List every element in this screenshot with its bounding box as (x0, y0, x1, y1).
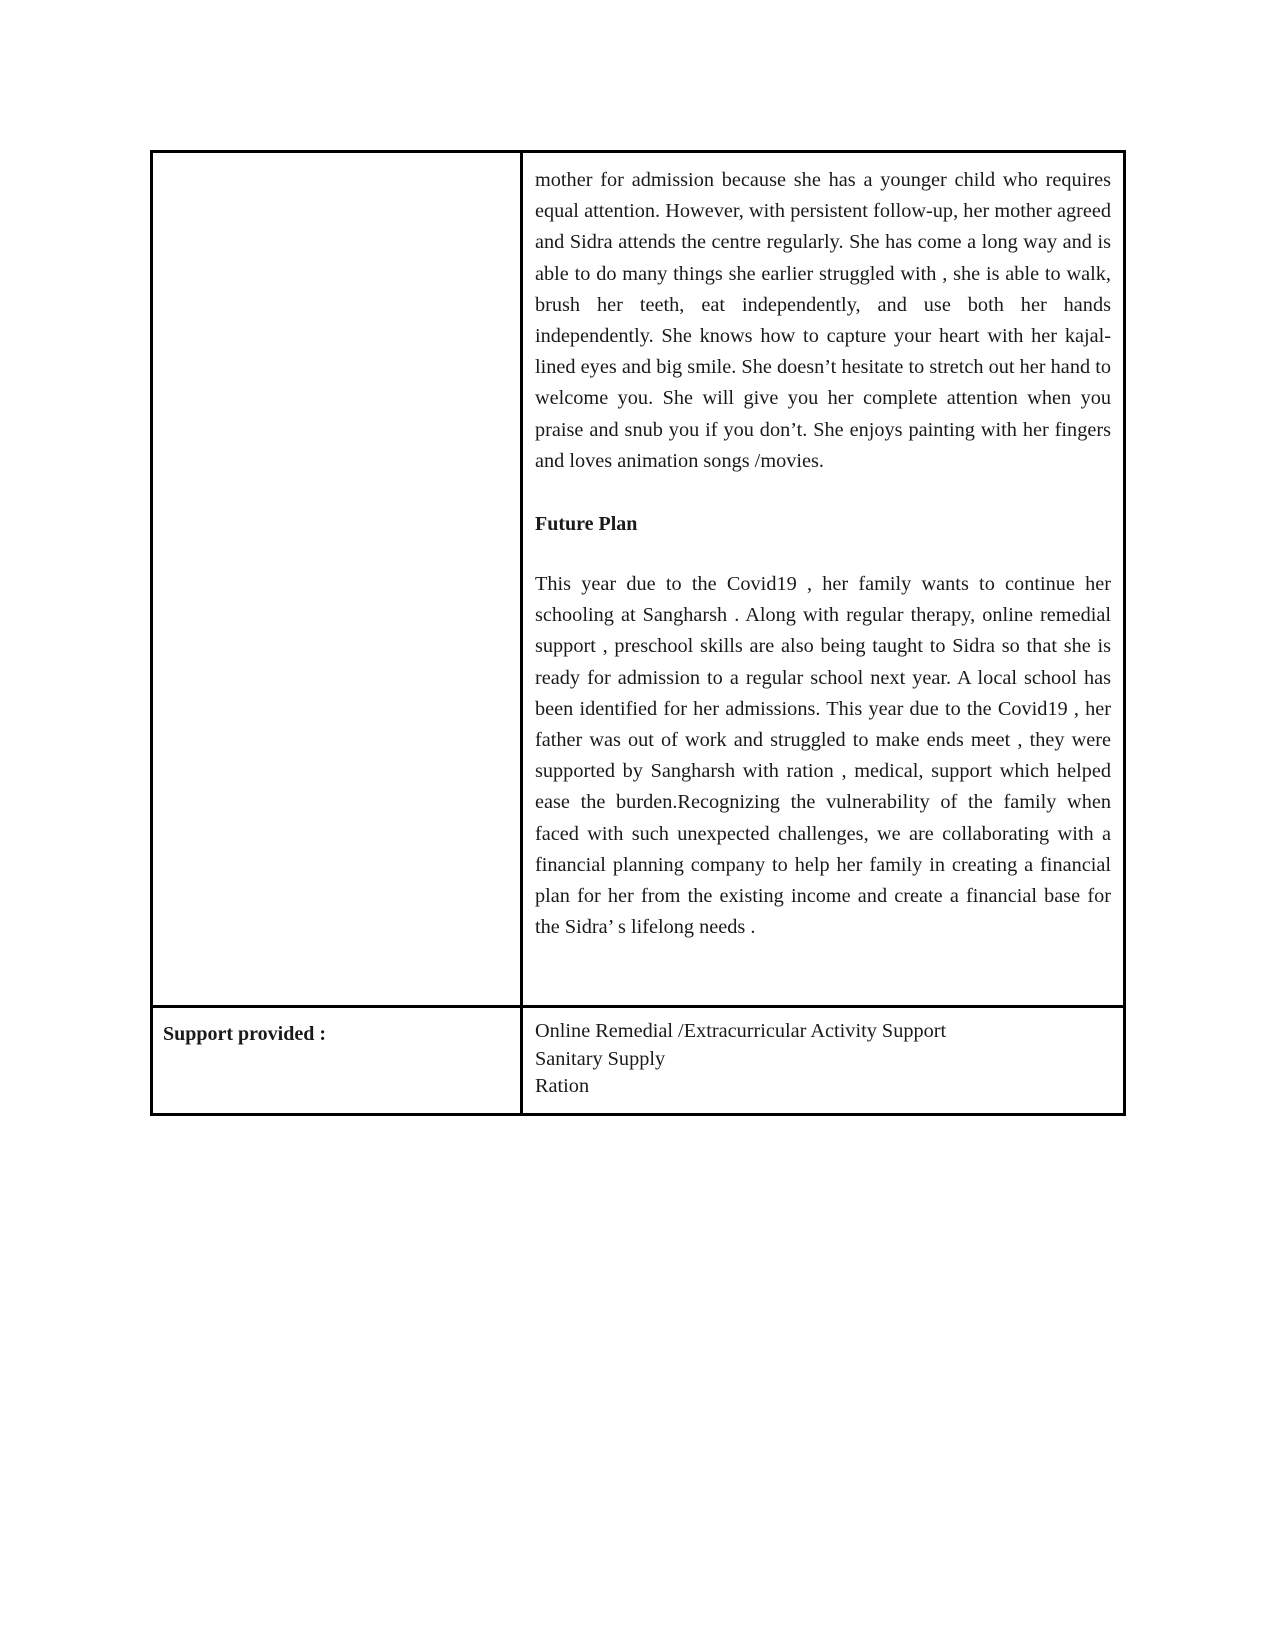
empty-label-cell (152, 152, 522, 1007)
story-cell (522, 152, 1125, 1007)
support-item: Ration (535, 1075, 590, 1097)
support-label: Support provided : (163, 1023, 327, 1045)
support-item: Sanitary Supply (535, 1047, 666, 1070)
profile-table (150, 150, 1126, 1116)
future-plan-paragraph: This year due to the Covid19 , her family wants to continue her schooling at Sangharsh . Along with regular therapy, online remedial support , preschool skills are also being taught to Sidra so that she is ready for admission to a regular school next year. A local school has been identified for her admissions. This year due to the Covid19 , her father was out of work and struggled to make ends meet , they were supported by Sangharsh with ration , medical, support which helped ease the burden.Recognizing the vulnerability of the family when faced with such unexpected challenges, we are collaborating with a financial planning company to help her family in creating a financial plan for her from the existing income and create a financial base for the Sidra’ s lifelong needs . (535, 573, 1111, 939)
support-row (152, 1007, 1125, 1115)
support-items-cell (522, 1007, 1125, 1115)
story-row (152, 152, 1125, 1007)
support-label-cell (152, 1007, 522, 1115)
support-item: Online Remedial /Extracurricular Activity Support (535, 1020, 947, 1042)
support-list (535, 1018, 1111, 1101)
future-plan-heading: Future Plan (535, 513, 638, 536)
intro-paragraph: mother for admission because she has a younger child who requires equal attention. However, with persistent follow-up, her mother agreed and Sidra attends the centre regularly. She has come a long way and is able to do many things she earlier struggled with , she is able to walk, brush her teeth, eat independently, and use both her hands independently. She knows how to capture your heart with her kajal-lined eyes and big smile. She doesn’t hesitate to stretch out her hand to welcome you. She will give you her complete attention when you praise and snub you if you don’t. She enjoys painting with her fingers and loves animation songs /movies. (535, 169, 1111, 472)
